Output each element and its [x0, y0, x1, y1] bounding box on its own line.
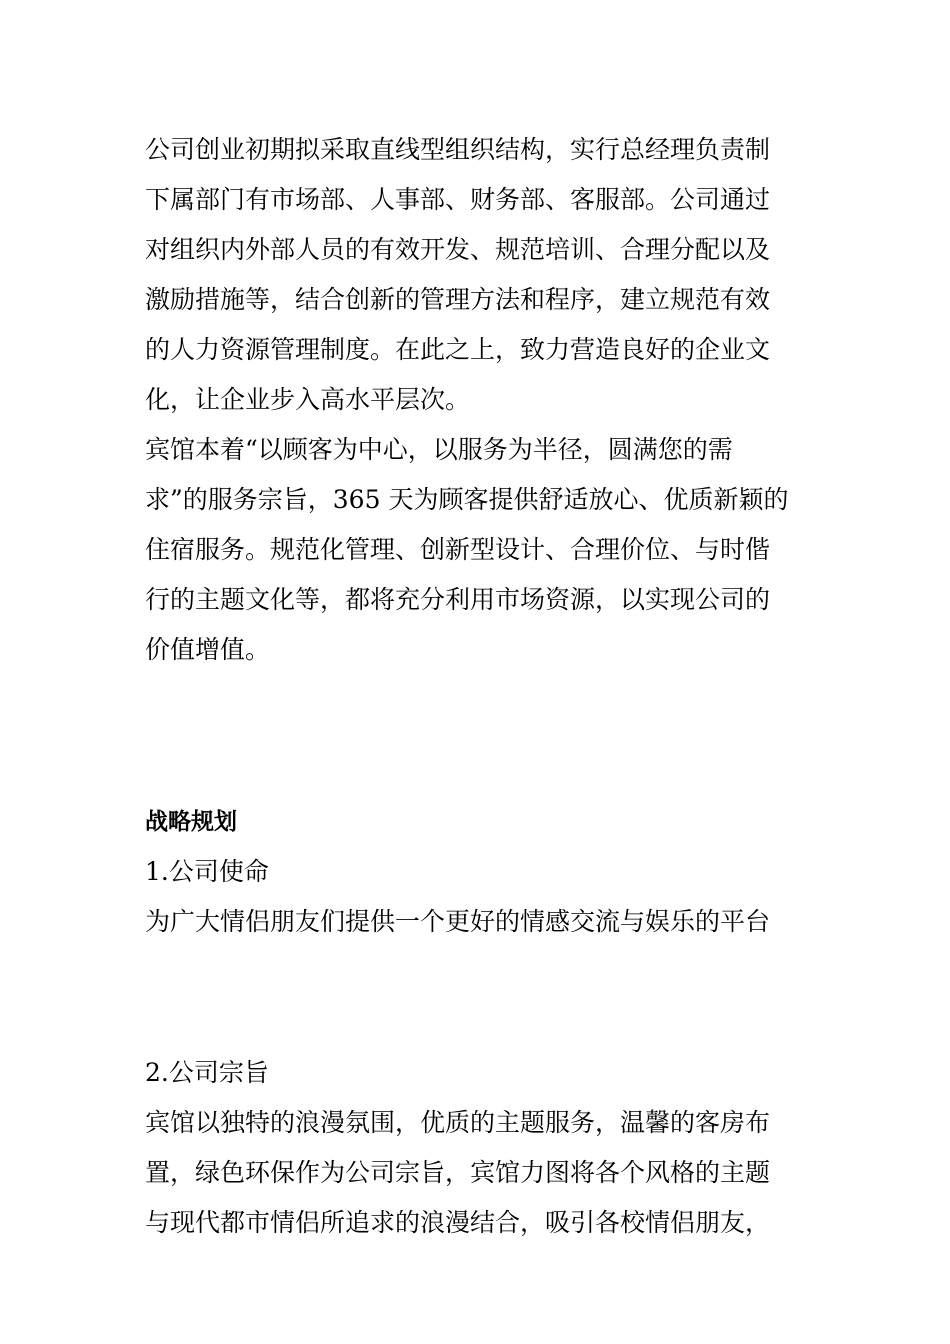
spacer	[145, 675, 810, 797]
text-line: 公司创业初期拟采取直线型组织结构，实行总经理负责制	[145, 135, 771, 164]
document-page	[145, 125, 810, 1248]
mission-title: 1.公司使命	[145, 857, 269, 886]
text-line: 化，让企业步入高水平层次。	[145, 385, 471, 414]
section-heading: 战略规划	[145, 809, 237, 835]
mission-text: 为广大情侣朋友们提供一个更好的情感交流与娱乐的平台	[145, 907, 771, 936]
purpose-title: 2.公司宗旨	[145, 1058, 269, 1087]
paragraph-service	[145, 425, 810, 675]
text-line: 对组织内外部人员的有效开发、规范培训、合理分配以及	[145, 235, 771, 264]
paragraph-organization	[145, 125, 810, 425]
text-line: 激励措施等，结合创新的管理方法和程序，建立规范有效	[145, 285, 771, 314]
spacer	[145, 947, 810, 1048]
text-line: 置，绿色环保作为公司宗旨，宾馆力图将各个风格的主题	[145, 1158, 771, 1187]
text-line: 价值增值。	[145, 635, 271, 664]
text-line: 与现代都市情侣所追求的浪漫结合，吸引各校情侣朋友，	[145, 1208, 771, 1237]
paragraph-purpose	[145, 1098, 810, 1248]
text-line: 下属部门有市场部、人事部、财务部、客服部。公司通过	[145, 185, 771, 214]
text-line: 宾馆本着“以顾客为中心，以服务为半径，圆满您的需	[145, 435, 733, 464]
text-line: 求”的服务宗旨，365 天为顾客提供舒适放心、优质新颖的	[145, 485, 789, 514]
text-line: 住宿服务。规范化管理、创新型设计、合理价位、与时偕	[145, 535, 771, 564]
text-line: 的人力资源管理制度。在此之上，致力营造良好的企业文	[145, 335, 771, 364]
text-line: 宾馆以独特的浪漫氛围，优质的主题服务，温馨的客房布	[145, 1108, 771, 1137]
text-line: 行的主题文化等，都将充分利用市场资源，以实现公司的	[145, 585, 771, 614]
